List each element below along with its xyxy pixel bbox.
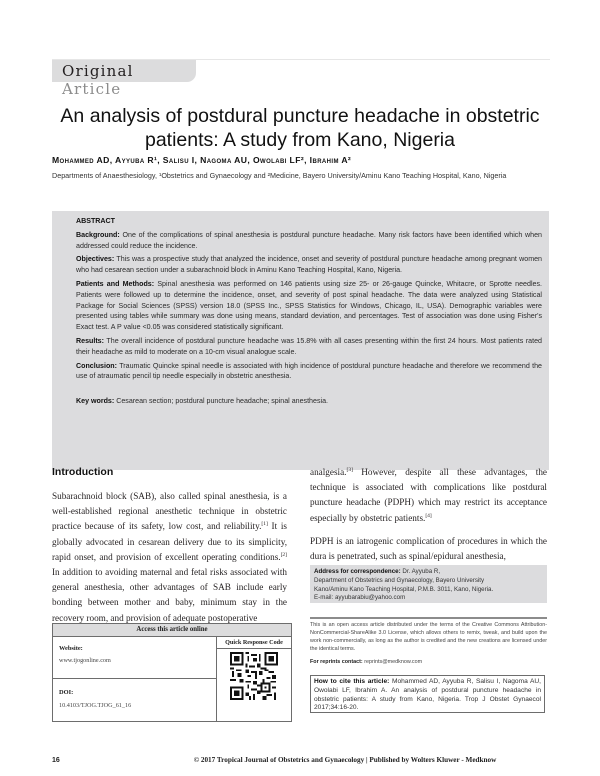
abstract-background: Background: One of the complications of spinal anesthesia is postdural puncture headache. Many risk factors have been identified which when addressed could reduce the incidence. <box>76 230 542 250</box>
section-label-primary: Original <box>62 62 134 80</box>
abstract-results: Results: The overall incidence of postdural puncture headache was 15.8% with all cases presenting within the first 24 hours. Most patients rated their headache as mild to moderate on a 10-cm visual analogue scale. <box>76 336 542 356</box>
abstract-objectives: Objectives: This was a prospective study that analyzed the incidence, onset and severity of postdural puncture headache among pregnant women who had cesarean section under a subarachnoid block in Aminu Kano Teaching Hospital, Kano, Nigeria. <box>76 255 542 275</box>
affiliation: Departments of Anaesthesiology, ¹Obstetrics and Gynaecology and ²Medicine, Bayero University/Aminu Kano Teaching Hospital, Kano, Nigeria <box>52 171 507 180</box>
citation-ref[interactable]: [4] <box>425 512 432 519</box>
divider <box>310 617 547 619</box>
section-label-secondary: Article <box>62 80 122 98</box>
abstract-keywords: Key words: Cesarean section; postdural puncture headache; spinal anesthesia. <box>76 397 328 406</box>
abstract-methods: Patients and Methods: Spinal anesthesia was performed on 146 patients using size 25- or 26-gauge Quincke, Whitacre, or Sprotte needles. Patients were followed up to determine the incidence, onset, and severity of post spinal headache. The data were analyzed using Statistical Package for Social Sciences (SPSS) version 18.0 (SPSS Inc., SPSS Statistics for Windows, Chicago, IL, USA). Demographic variables were presented using tables while summary was done using means, standard deviation, and percentages. Test of association was done using Fisher's Exact test. A P value <0.05 was considered statistically significant. <box>76 279 542 332</box>
citation-ref[interactable]: [1] <box>261 521 268 528</box>
abstract-box <box>52 211 549 470</box>
correspondence-label: Address for correspondence: <box>314 568 401 575</box>
citation-ref[interactable]: [2] <box>280 551 287 558</box>
qr-label: Quick Response Code <box>217 637 291 649</box>
introduction-col2-para2: PDPH is an iatrogenic complication of procedures in which the dura is penetrated, such as spinal/epidural anesthesia, <box>310 536 547 562</box>
abstract-conclusion: Conclusion: Traumatic Quincke spinal needle is associated with high incidence of postdural puncture headache and therefore we recommend the use of atraumatic pencil tip needle especially in obstetric anesthesia. <box>76 361 542 381</box>
article-title: An analysis of postdural puncture headache in obstetric patients: A study from Kano, Nigeria <box>60 105 540 151</box>
access-box-title: Access this article online <box>53 624 291 637</box>
reprints-email[interactable]: reprints@medknow.com <box>362 659 423 665</box>
introduction-col1: Subarachnoid block (SAB), also called spinal anesthesia, is a well-established regional anesthetic technique in obstetric practice because of its safety, low cost, and reliability.[1] It is globally advocated in cesarean delivery due to its simplicity, rapid onset, and provision of excellent operating conditions.[2] In addition to avoiding maternal and fetal risks associated with general anesthesia, other advantages of SAB include early bonding between mother and baby, minimum stay in the recovery room, and provision of adequate postoperative <box>52 491 287 623</box>
correspondence-box: Address for correspondence: Dr. Ayyuba R, Department of Obstetrics and Gynaecology, Bayero University Kano/Aminu Kano Teaching Hospital, P.M.B. 3011, Kano, Nigeria. E-mail: ayyubarabiu@yahoo.com <box>310 565 547 603</box>
reprints-contact: For reprints contact: reprints@medknow.com <box>310 659 423 665</box>
qr-code-icon[interactable] <box>230 652 278 700</box>
introduction-col2-para1: analgesia.[3] However, despite all these advantages, the technique is associated with complications like postdural puncture headache (PDPH) which may restrict its acceptance especially by obstetric patients.[4] <box>310 466 547 523</box>
correspondence-email[interactable]: E-mail: ayyubarabiu@yahoo.com <box>314 594 406 602</box>
access-article-box <box>52 623 292 722</box>
section-tag <box>52 60 196 98</box>
doi-label: DOI: <box>59 689 74 696</box>
website-label: Website: <box>59 645 83 652</box>
citation-ref[interactable]: [3] <box>346 466 353 473</box>
page-number: 16 <box>52 757 60 764</box>
website-link[interactable]: www.tjogonline.com <box>59 657 111 664</box>
doi-link[interactable]: 10.4103/TJOG.TJOG_61_16 <box>59 702 132 709</box>
how-to-cite-box: How to cite this article: Mohammed AD, Ayyuba R, Salisu I, Nagoma AU, Owolabi LF, Ibrahim A. An analysis of postdural puncture headache in obstetric patients: A study from Kano, Nigeria. Trop J Obstet Gynaecol 2017;34:16-20. <box>310 675 545 713</box>
introduction-heading: Introduction <box>52 466 114 478</box>
author-list: Mohammed AD, Ayyuba R¹, Salisu I, Nagoma AU, Owolabi LF², Ibrahim A² <box>52 155 352 165</box>
divider <box>53 678 216 679</box>
abstract-heading: ABSTRACT <box>76 217 116 225</box>
open-access-notice: This is an open access article distributed under the terms of the Creative Commons Attribution-NonCommercial-ShareAlike 3.0 License, which allows others to remix, tweak, and build upon the work non-commercially, as long as the author is credited and the new creations are licensed under the identical terms. <box>310 622 547 652</box>
footer-copyright: © 2017 Tropical Journal of Obstetrics and Gynaecology | Published by Wolters Kluwer - Medknow <box>193 756 497 764</box>
